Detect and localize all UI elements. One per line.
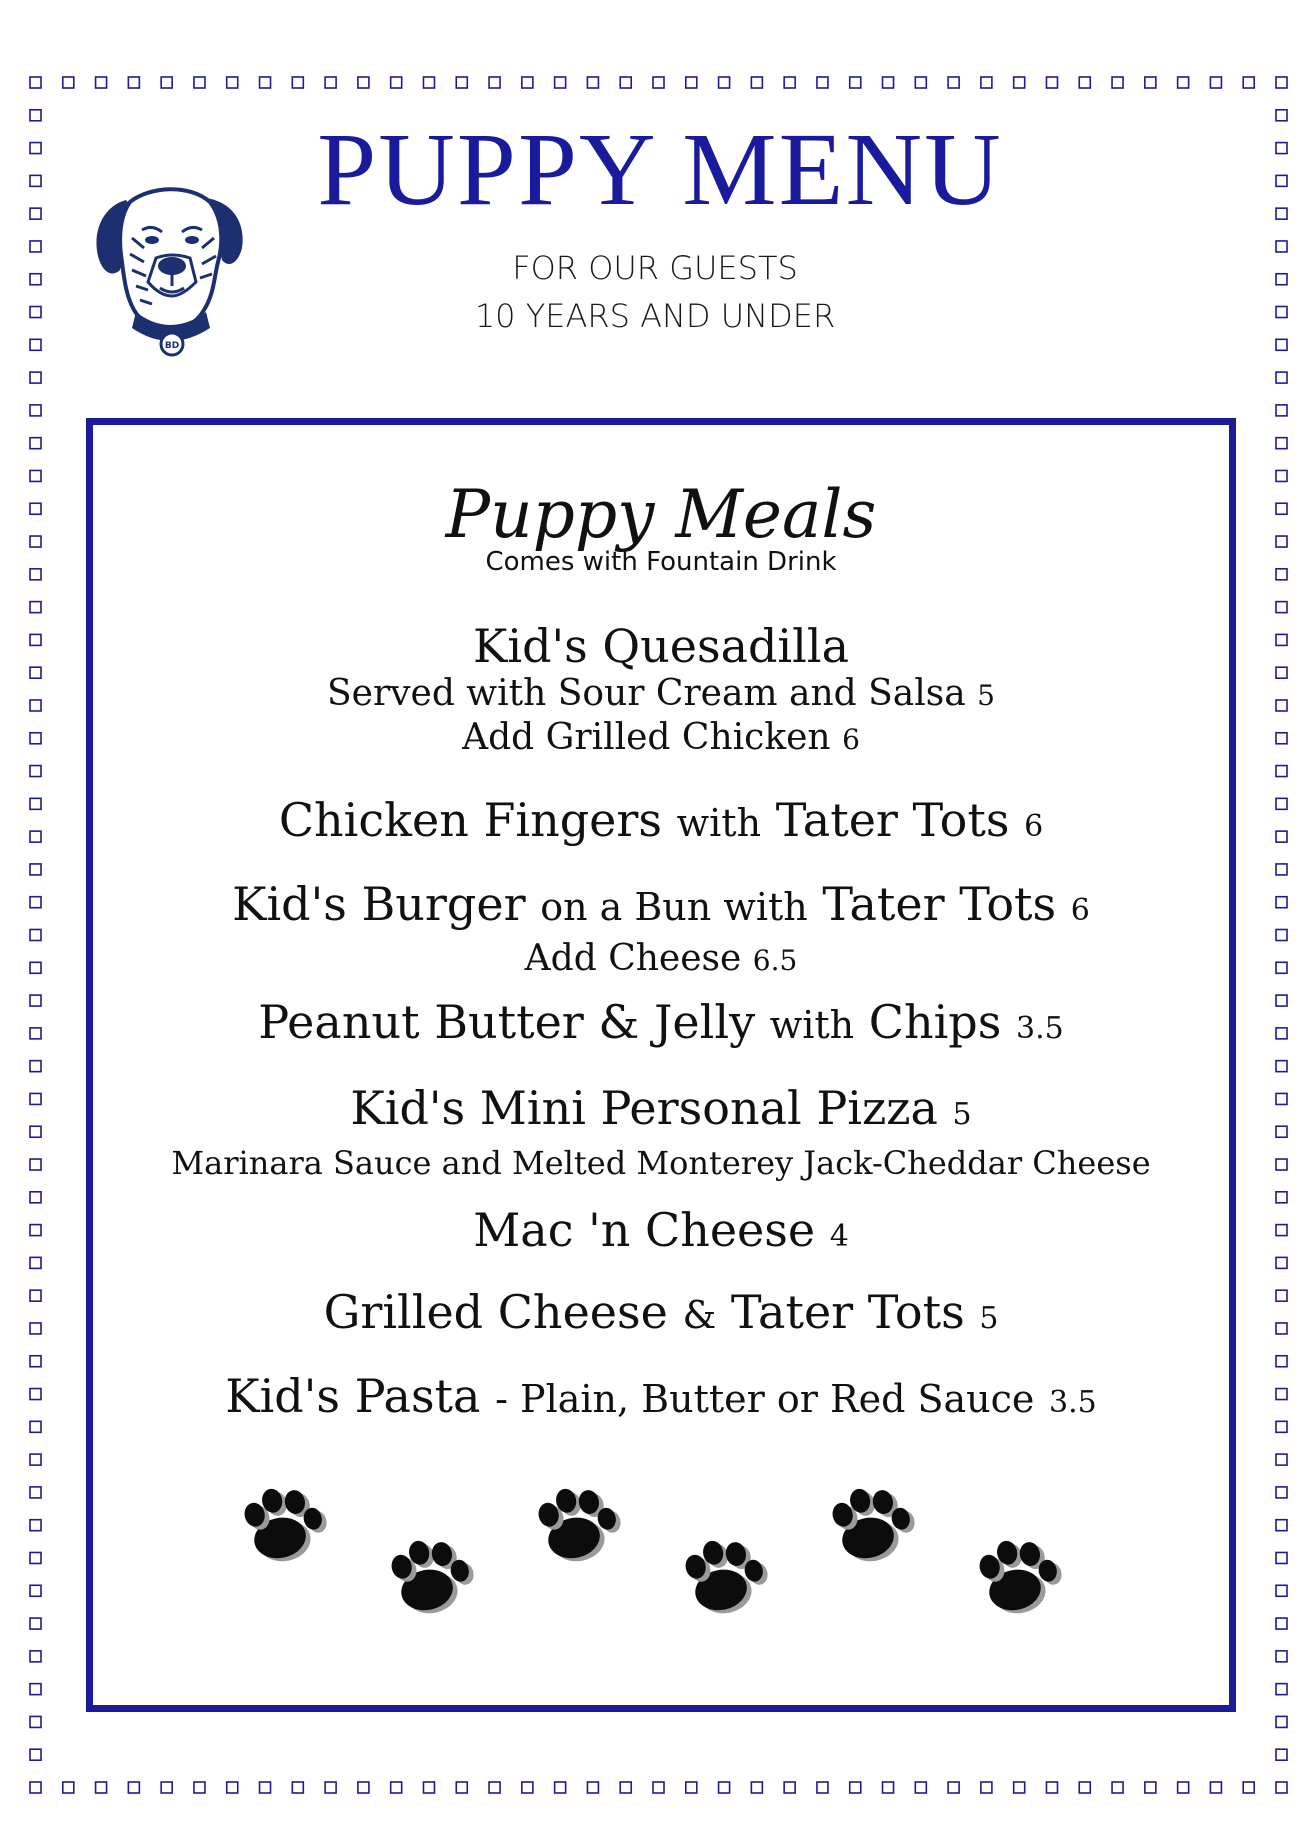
- border-dot: [30, 503, 41, 514]
- dog-head-icon: [86, 178, 256, 358]
- border-dot: [686, 77, 697, 88]
- border-dot: [1210, 1782, 1221, 1793]
- border-dot: [30, 1126, 41, 1137]
- item-desc: Served with Sour Cream and Salsa: [327, 673, 966, 714]
- menu-item: [93, 995, 1229, 1056]
- border-dot: [194, 1782, 205, 1793]
- border-dot: [456, 77, 467, 88]
- border-dot: [30, 569, 41, 580]
- item-extra: Add Cheese: [524, 938, 742, 979]
- border-dot: [1276, 1257, 1287, 1268]
- border-dot: [817, 77, 828, 88]
- item-name: Mac 'n Cheese: [473, 1203, 816, 1257]
- border-dot: [653, 77, 664, 88]
- border-dot: [30, 995, 41, 1006]
- border-dot: [555, 1782, 566, 1793]
- border-dot: [1276, 1520, 1287, 1531]
- border-dot: [1243, 1782, 1254, 1793]
- border-dot: [30, 1028, 41, 1039]
- border-dot: [1276, 339, 1287, 350]
- item-extra-price: 6: [842, 723, 860, 756]
- border-dot: [260, 77, 271, 88]
- border-dot: [620, 77, 631, 88]
- border-dot: [30, 470, 41, 481]
- border-dot: [456, 1782, 467, 1793]
- border-dot: [30, 864, 41, 875]
- border-dot: [30, 1192, 41, 1203]
- border-dot: [1112, 1782, 1123, 1793]
- border-dot: [30, 307, 41, 318]
- item-name-a: Chicken Fingers: [278, 793, 662, 847]
- border-dot: [751, 1782, 762, 1793]
- subtitle-line-2: 10 YEARS AND UNDER: [474, 297, 836, 335]
- border-dot: [784, 1782, 795, 1793]
- border-dot: [915, 1782, 926, 1793]
- paw-prints: [93, 1475, 1229, 1635]
- border-dot: [325, 1782, 336, 1793]
- border-dot: [30, 536, 41, 547]
- border-dot: [292, 77, 303, 88]
- border-dot: [915, 77, 926, 88]
- border-dot: [358, 1782, 369, 1793]
- section-note: Comes with Fountain Drink: [485, 547, 837, 577]
- border-dot: [30, 831, 41, 842]
- border-dot: [1276, 1290, 1287, 1301]
- border-dot: [30, 1454, 41, 1465]
- border-dot: [30, 1389, 41, 1400]
- border-dot: [1276, 1356, 1287, 1367]
- section-title: Puppy Meals: [445, 476, 877, 553]
- border-dot: [30, 143, 41, 154]
- border-dot: [96, 77, 107, 88]
- border-dot: [63, 1782, 74, 1793]
- border-dot: [1276, 110, 1287, 121]
- border-dot: [1276, 1651, 1287, 1662]
- border-dot: [522, 1782, 533, 1793]
- border-dot: [1276, 700, 1287, 711]
- menu-box: [86, 418, 1236, 1712]
- border-dot: [1276, 634, 1287, 645]
- border-dot: [30, 700, 41, 711]
- border-dot: [1014, 1782, 1025, 1793]
- border-dot: [30, 1552, 41, 1563]
- border-dot: [1112, 77, 1123, 88]
- border-dot: [948, 1782, 959, 1793]
- border-dot: [1276, 405, 1287, 416]
- logo-tag: BD: [164, 341, 180, 351]
- border-dot: [128, 77, 139, 88]
- border-dot: [30, 372, 41, 383]
- border-dot: [719, 1782, 730, 1793]
- border-dot: [30, 77, 41, 88]
- border-dot: [30, 339, 41, 350]
- border-dot: [30, 1487, 41, 1498]
- border-dot: [1276, 1061, 1287, 1072]
- menu-item: [93, 1081, 1229, 1184]
- border-dot: [30, 1061, 41, 1072]
- border-dot: [489, 1782, 500, 1793]
- border-dot: [1276, 1126, 1287, 1137]
- border-dot: [358, 77, 369, 88]
- border-dot: [1276, 503, 1287, 514]
- border-dot: [850, 77, 861, 88]
- border-dot: [1276, 208, 1287, 219]
- border-dot: [30, 962, 41, 973]
- border-dot: [850, 1782, 861, 1793]
- border-dot: [522, 77, 533, 88]
- border-dot: [63, 77, 74, 88]
- paw-print-icon: [534, 1479, 627, 1568]
- border-dot: [1178, 77, 1189, 88]
- border-dot: [30, 1421, 41, 1432]
- border-dot: [30, 1651, 41, 1662]
- border-dot: [587, 1782, 598, 1793]
- border-dot: [227, 77, 238, 88]
- border-dot: [30, 1323, 41, 1334]
- border-dot: [423, 77, 434, 88]
- border-dot: [1014, 77, 1025, 88]
- item-join: with: [769, 1003, 855, 1047]
- page-title: PUPPY MENU: [317, 112, 1003, 227]
- item-price: 6: [1070, 893, 1090, 928]
- item-price: 6: [1024, 809, 1044, 844]
- menu-item: [93, 1285, 1229, 1346]
- border-dot: [1276, 962, 1287, 973]
- menu-item: [93, 1203, 1229, 1264]
- border-dot: [227, 1782, 238, 1793]
- border-dot: [1276, 569, 1287, 580]
- border-dot: [719, 77, 730, 88]
- border-dot: [1276, 307, 1287, 318]
- border-dot: [1276, 1585, 1287, 1596]
- border-dot: [30, 1585, 41, 1596]
- border-dot: [1276, 438, 1287, 449]
- border-dot: [1276, 897, 1287, 908]
- border-dot: [30, 634, 41, 645]
- border-dot: [161, 1782, 172, 1793]
- border-dot: [30, 110, 41, 121]
- border-dot: [587, 77, 598, 88]
- border-dot: [30, 274, 41, 285]
- border-dot: [30, 241, 41, 252]
- border-dot: [1276, 77, 1287, 88]
- subtitle-line-1: FOR OUR GUESTS: [512, 249, 798, 287]
- border-dot: [30, 930, 41, 941]
- border-dot: [1046, 77, 1057, 88]
- border-dot: [1276, 143, 1287, 154]
- border-dot: [1276, 798, 1287, 809]
- item-name-a: Kid's Burger: [232, 877, 526, 931]
- border-dot: [1276, 995, 1287, 1006]
- border-dot: [1276, 930, 1287, 941]
- border-dot: [161, 77, 172, 88]
- subtitle: [400, 244, 910, 340]
- item-name-a: Kid's Pasta: [225, 1369, 481, 1423]
- item-name-b: Tater Tots: [730, 1285, 965, 1339]
- border-dot: [1276, 1323, 1287, 1334]
- border-dot: [981, 1782, 992, 1793]
- border-dot: [260, 1782, 271, 1793]
- border-dot: [30, 1618, 41, 1629]
- border-dot: [30, 766, 41, 777]
- border-dot: [1243, 77, 1254, 88]
- border-dot: [1276, 766, 1287, 777]
- border-dot: [194, 77, 205, 88]
- menu-item: [93, 793, 1229, 854]
- border-dot: [128, 1782, 139, 1793]
- border-dot: [30, 1290, 41, 1301]
- item-name-b: Chips: [868, 995, 1002, 1049]
- border-dot: [1276, 470, 1287, 481]
- item-name-a: Peanut Butter & Jelly: [258, 995, 756, 1049]
- paw-print-icon: [828, 1479, 921, 1568]
- border-dot: [30, 1225, 41, 1236]
- border-dot: [1276, 372, 1287, 383]
- paw-print-icon: [240, 1479, 333, 1568]
- item-extra-price: 6.5: [752, 944, 798, 977]
- border-dot: [1276, 1618, 1287, 1629]
- border-dot: [1276, 1389, 1287, 1400]
- border-dot: [1276, 1782, 1287, 1793]
- item-name: Kid's Quesadilla: [473, 619, 849, 673]
- item-name-a: Grilled Cheese: [323, 1285, 668, 1339]
- border-dot: [555, 77, 566, 88]
- item-name-b: Tater Tots: [775, 793, 1010, 847]
- border-dot: [30, 1782, 41, 1793]
- border-dot: [751, 77, 762, 88]
- border-dot: [30, 1159, 41, 1170]
- border-dot: [30, 208, 41, 219]
- border-dot: [1276, 1487, 1287, 1498]
- item-name-b: Tater Tots: [822, 877, 1057, 931]
- border-dot: [1276, 1749, 1287, 1760]
- item-join: on a Bun with: [540, 885, 808, 929]
- border-dot: [1276, 1093, 1287, 1104]
- border-dot: [30, 897, 41, 908]
- border-dot: [817, 1782, 828, 1793]
- border-dot: [1079, 77, 1090, 88]
- item-price: 3.5: [1015, 1011, 1064, 1046]
- border-dot: [1079, 1782, 1090, 1793]
- border-dot: [30, 602, 41, 613]
- border-dot: [1276, 274, 1287, 285]
- border-dot: [1276, 1225, 1287, 1236]
- border-dot: [325, 77, 336, 88]
- border-dot: [1276, 1454, 1287, 1465]
- item-join: - Plain, Butter or Red Sauce: [495, 1377, 1035, 1421]
- border-dot: [1276, 733, 1287, 744]
- item-join: &: [682, 1293, 717, 1337]
- border-dot: [1276, 1192, 1287, 1203]
- border-dot: [30, 438, 41, 449]
- border-dot: [1276, 175, 1287, 186]
- border-dot: [1145, 1782, 1156, 1793]
- border-dot: [1046, 1782, 1057, 1793]
- border-dot: [1276, 1028, 1287, 1039]
- border-dot: [30, 405, 41, 416]
- item-extra: Add Grilled Chicken: [462, 717, 831, 758]
- border-dot: [784, 77, 795, 88]
- item-name: Kid's Mini Personal Pizza: [350, 1081, 938, 1135]
- border-dot: [30, 1716, 41, 1727]
- border-dot: [391, 77, 402, 88]
- border-dot: [883, 77, 894, 88]
- border-dot: [1276, 667, 1287, 678]
- item-join: with: [676, 801, 762, 845]
- border-dot: [1145, 77, 1156, 88]
- item-desc: Marinara Sauce and Melted Monterey Jack-Cheddar Cheese: [171, 1144, 1151, 1182]
- border-dot: [620, 1782, 631, 1793]
- border-dot: [1178, 1782, 1189, 1793]
- item-price: 5: [952, 1097, 972, 1132]
- item-price: 3.5: [1049, 1385, 1097, 1420]
- menu-item: [93, 619, 1229, 761]
- border-dot: [981, 77, 992, 88]
- border-dot: [1210, 77, 1221, 88]
- border-dot: [30, 667, 41, 678]
- border-dot: [30, 175, 41, 186]
- border-dot: [1276, 1159, 1287, 1170]
- border-dot: [489, 77, 500, 88]
- border-dot: [30, 798, 41, 809]
- border-dot: [1276, 831, 1287, 842]
- border-dot: [1276, 1716, 1287, 1727]
- paw-print-icon: [975, 1531, 1068, 1620]
- border-dot: [30, 1257, 41, 1268]
- paw-print-icon: [387, 1531, 480, 1620]
- border-dot: [30, 733, 41, 744]
- item-price: 4: [829, 1219, 849, 1254]
- border-dot: [1276, 1421, 1287, 1432]
- border-dot: [30, 1684, 41, 1695]
- border-dot: [1276, 1552, 1287, 1563]
- border-dot: [30, 1520, 41, 1531]
- paw-print-icon: [681, 1531, 774, 1620]
- border-dot: [1276, 241, 1287, 252]
- border-dot: [883, 1782, 894, 1793]
- border-dot: [96, 1782, 107, 1793]
- border-dot: [653, 1782, 664, 1793]
- border-dot: [30, 1093, 41, 1104]
- border-dot: [292, 1782, 303, 1793]
- menu-item: [93, 877, 1229, 982]
- border-dot: [30, 1749, 41, 1760]
- border-dot: [30, 1356, 41, 1367]
- menu-item: [93, 1369, 1229, 1430]
- border-dot: [686, 1782, 697, 1793]
- border-dot: [948, 77, 959, 88]
- border-dot: [1276, 864, 1287, 875]
- item-price: 5: [977, 679, 995, 712]
- border-dot: [1276, 602, 1287, 613]
- border-dot: [391, 1782, 402, 1793]
- border-dot: [1276, 1684, 1287, 1695]
- border-dot: [1276, 536, 1287, 547]
- item-price: 5: [979, 1301, 999, 1336]
- border-dot: [423, 1782, 434, 1793]
